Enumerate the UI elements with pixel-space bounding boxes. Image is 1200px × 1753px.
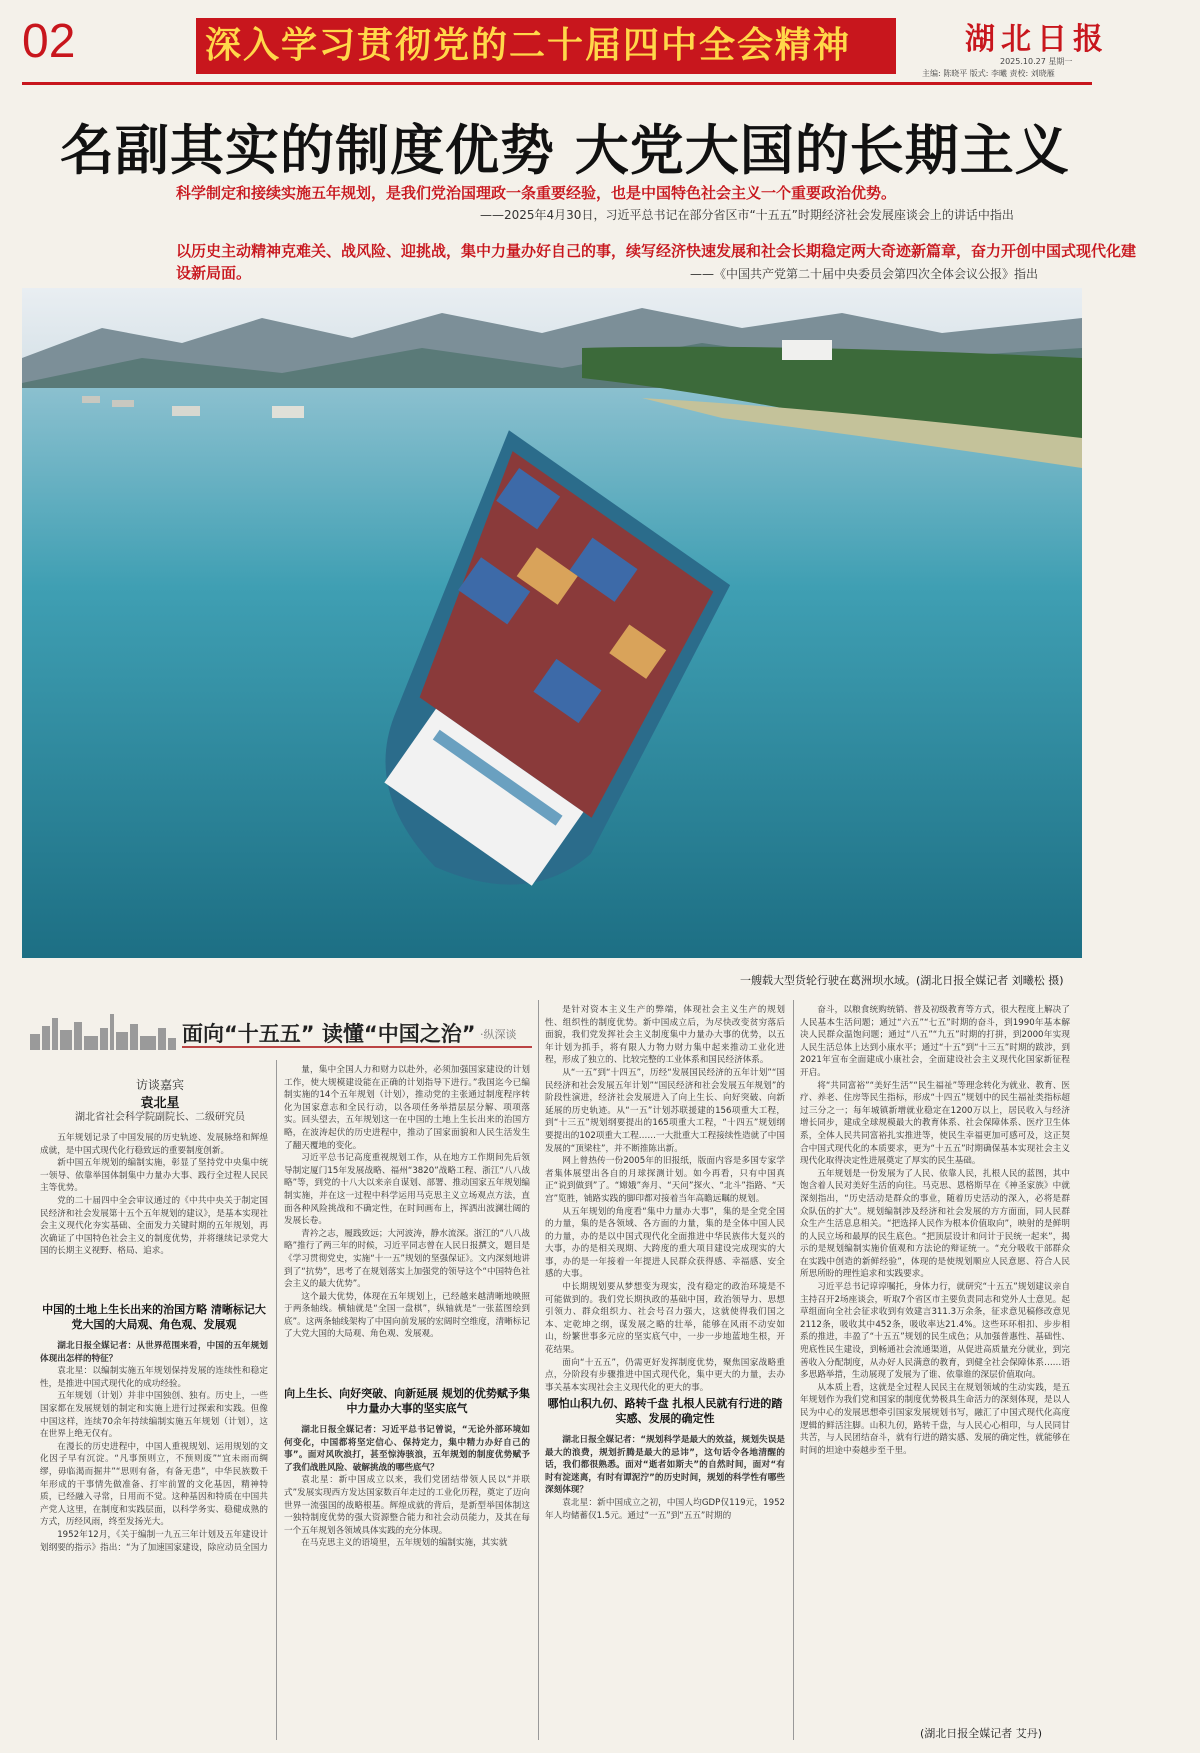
photo-caption: 一艘载大型货轮行驶在葛洲坝水域。(湖北日报全媒记者 刘曦松 摄) [740,974,1064,987]
photo-illustration [22,288,1082,958]
article-column-2 [284,1064,530,1382]
paragraph: 从本质上看，这就是全过程人民民主在规划领域的生动实践，是五年规划作为我们党和国家的制度优势极具生命活力的深刻体现，是以人民为中心的发展思想牵引国家发展规划书写，融汇了中国式现代化高度逻辑的鲜活注脚。山积九仞，路转千盘，与人民心心相印，与人民同甘共苦，与人民团结奋斗，就有行进的踏实感、发展的确定性，就能够在时间的坦途中奏越步至千里。 [800,1382,1070,1456]
paragraph: 从“一五”到“十四五”，历经“发展国民经济的五年计划”“国民经济和社会发展五年计划”“国民经济和社会发展五年规划”的阶段性演进，经济社会发展进入了向上生长、向好突破、向新延展的历史轨迹。从“一五”计划苏联援建的156项重大工程，到“十三五”规划纲要提出的165项重大工程，“十四五”规划纲要提出的102项重大工程……一大批重大工程接续性造就了中国发展的“顶梁柱”，并不断推陈出新。 [545,1067,785,1154]
article-column-3 [545,1004,785,1394]
paragraph: 五年规划记录了中国发展的历史轨迹、发展脉络和辉煌成就，是中国式现代化行稳致远的重要制度创新。 [40,1133,268,1156]
reporter-credit: (湖北日报全媒记者 艾丹) [920,1727,1043,1740]
article-column-4 [800,1004,1070,1720]
quote-1-text: 科学制定和接续实施五年规划，是我们党治国理政一条重要经验，也是中国特色社会主义一个重要政治优势。 [176,184,897,202]
city-skyline-icon [28,1008,178,1050]
paragraph: 在漫长的历史进程中，中国人重视规划、运用规划的文化因子早有沉淀。“凡事预则立，不预则废”“宜未雨而绸缪，毋临渴而掘井”“思则有备，有备无患”，中华民族数千年形成的干事情先做准备、打牢前置的文化基因，精神特质，已经融入寻常，日用而不觉。这种基因和特质在中国共产党人这里，在制度和实践层面，以科学务实、稳健成熟的方式，历经风雨，终至发扬光大。 [40,1441,268,1528]
column-divider [276,1060,277,1740]
cargo-ship-photo [22,288,1082,958]
paragraph: 青衿之志，履践致远；大河波涛，静水流深。浙江的“八八战略”推行了两三年的时候，习近平同志曾在人民日报撰文，题目是《学习贯彻党史，实施“十一五”规划的坚强保证》。文内深刻地讲到了“抗势”，思考了在规划落实上加强党的领导这个“中国特色社会主义的最大优势”。 [284,1228,530,1290]
article-column-3b [545,1434,785,1734]
guest-name: 袁北星 [140,1096,180,1111]
guest-role: 湖北省社会科学院副院长、二级研究员 [75,1112,245,1123]
paragraph: 从五年规划的角度看“集中力量办大事”，集的是全党全国的力量，集的是各领域、各方面的力量，集的是全体中国人民的力量，办的是以中国式现代化全面推进中华民族伟大复兴的大事，办的是相关现期、大跨度的重大项目建设完成现实的大事，办的是一年接着一年提进人民群众获得感、幸福感、安全感的大事。 [545,1206,785,1280]
question: 湖北日报全媒记者：习近平总书记曾说，“无论外部环境如何变化，中国都将坚定信心、保持定力，集中精力办好自己的事”。面对风吹浪打，甚至惊涛骇浪，五年规划的制度优势赋予了我们战胜风险、破解挑战的哪些底气？ [284,1425,530,1473]
paragraph: 这个最大优势，体现在五年规划上，已经越来越清晰地映照于两条轴线。横轴就是“全国一盘棋”，纵轴就是“一张蓝图绘到底”。这两条轴线架构了中国向前发展的宏阔时空维度，清晰标记了大党大国的大局观、角色观、发展观。 [284,1291,530,1340]
newspaper-logo: 湖北日报 [965,22,1109,57]
question: 湖北日报全媒记者：“规划科学是最大的效益，规划失误是最大的浪费，规划折腾是最大的忌讳”，这句话令各地清醒的话，我们都很熟悉。面对“逝者如斯夫”的自然时间，面对“有时有淀迷离，有时有谭泥泞”的历史时间，规划的科学性有哪些深刻体现？ [545,1435,785,1496]
article-column-2b [284,1424,530,1734]
column-divider [793,1000,794,1740]
answer: 袁北星：以编制实施五年规划保持发展的连续性和稳定性，是推进中国式现代化的成功经验。 [40,1366,268,1389]
paragraph: 是针对资本主义生产的弊端，体现社会主义生产的规划性、组织性的制度优势。新中国成立后，为尽快改变贫穷落后面貌，我们党发挥社会主义制度集中力量办大事的优势，以五年计划为抓手，将有限人力物力财力集中起来推动工业化进程，形成了独立的、比较完整的工业体系和国民经济体系。 [545,1005,785,1066]
answer: 袁北星：新中国成立之初，中国人均GDP仅119元，1952年人均储蓄仅1.5元。通过“一五”到“五五”时期的 [545,1497,785,1521]
paragraph: 将“共同富裕”“美好生活”“民生福祉”等理念转化为就业、教育、医疗、养老、住房等民生指标，形成“十四五”规划中的民生福祉类指标超过三分之一；每年城镇新增就业稳定在1200万以上，居民收入与经济增长同步，建成全球规模最大的教育体系、社会保障体系、医疗卫生体系，全体人民共同富裕扎实推进等，使民生幸福更加可感可及，这正契合中国式现代化的本质要求，更为“十五五”时期确保基本实现社会主义现代化取得决定性进展奠定了厚实的民生基础。 [800,1080,1070,1167]
section-rule [182,1046,532,1048]
question: 湖北日报全媒记者：从世界范围来看，中国的五年规划体现出怎样的特征？ [40,1341,268,1364]
subheading-1: 中国的土地上生长出来的治国方略 清晰标记大党大国的大局观、角色观、发展观 [42,1303,266,1331]
subheading-2: 向上生长、向好突破、向新延展 规划的优势赋予集中力量办大事的坚实底气 [284,1387,530,1415]
section-tag: ·纵深谈 [480,1028,517,1041]
paragraph: 党的二十届四中全会审议通过的《中共中央关于制定国民经济和社会发展第十五个五年规划的建议》，是基本实现社会主义现代化夯实基础、全面发力关键时期的五年规划，再次确证了中国特色社会主义的制度优势，并将继续记录党大国的长期主义视野、格局、追求。 [40,1195,268,1257]
quote-2-text: 以历史主动精神克难关、战风险、迎挑战，集中力量办好自己的事，续写经济快速发展和社会长期稳定两大奇迹新篇章，奋力开创中国式现代化建设新局面。 [176,242,1137,282]
paragraph: 量，集中全国人力和财力以赴外，必须加强国家建设的计划工作，使大规模建设能在正确的计划指导下进行。”我国迄今已编制实施的14个五年规划（计划），推动党的主张通过制度程序转化为国家意志和全民行动，以各项任务举措层层分解、项项落实。回头望去，五年规划这一在中国的土地上生长出来的治国方略，在波涛起伏的历史进程中，推动了国家面貌和人民生活发生了翻天覆地的变化。 [284,1065,530,1151]
paragraph: 中长期规划要从梦想变为现实，没有稳定的政治环境是不可能做到的。我们党长期执政的基础中国，政治领导力、思想引领力、群众组织力、社会号召力强大，这就使得我们国之本、定乾坤之纲，谋发展之略的壮举，能够在风雨不动安如山，纷繁世事多元应的坚实底气中，一步一步地蓝地生根，开花结果。 [545,1282,785,1356]
paragraph: 面向“十五五”，仍需更好发挥制度优势，聚焦国家战略重点，分阶段有步骤推进中国式现代化，集中更大的力量，去办事关基本实现社会主义现代化的更大的事。 [545,1357,785,1393]
paragraph: 奋斗，以粮食统购统销、普及初级教育等方式，很大程度上解决了人民基本生活问题；通过“六五”“七五”时期的奋斗，到1990年基本解决人民群众温饱问题；通过“八五”“九五”时期的打拼，到2000年实现人民生活总体上达到小康水平；通过“十五”到“十三五”时期的跋涉，到2021年宣布全面建成小康社会，全面建设社会主义现代化国家新征程开启。 [800,1005,1070,1078]
column-divider [538,1000,539,1740]
answer: 袁北星：新中国成立以来，我们党团结带领人民以“并联式”发展实现西方发达国家数百年走过的工业化历程，奠定了迈向世界一流强国的战略根基。辉煌成就的背后，是新型举国体制这一独特制度优势的强大资源整合能力和社会动员能力，及其在每一个五年规划各领域具体实践的充分体现。 [284,1475,530,1536]
subheading-3: 哪怕山积九仞、路转千盘 扎根人民就有行进的踏实感、发展的确定性 [547,1397,783,1425]
paragraph: 1952年12月，《关于编制一九五三年计划及五年建设计划纲要的指示》指出：“为了加速国家建设，除应动员全国力 [40,1529,268,1553]
editor-credits: 主编: 陈晓平 版式: 李曦 责校: 刘晓雁 [922,69,1055,78]
paragraph: 五年规划是一份发展为了人民、依靠人民，扎根人民的蓝图，其中饱含着人民对美好生活的向往。马克思、恩格斯早在《神圣家族》中就深刻指出，“历史活动是群众的事业，随着历史活动的深入，必将是群众队伍的扩大”。规划编制涉及经济和社会发展的方方面面，同人民群众生产生活息息相关。“把选择人民作为根本价值取向”，映射的是鲜明的人民立场和最厚的民生底色。“把顶层设计和问计于民统一起来”，揭示的是规划编制实施价值观和方法论的辩证统一。“充分吸收干部群众在实践中创造的新鲜经验”，体现的是使规划顺应人民意愿、符合人民所思所盼的理性追求和实践要求。 [800,1168,1070,1280]
paragraph: 网上曾热传一份2005年的旧报纸，版面内容是多国专家学者集体展望出各自的月球探测计划。如今再看，只有中国真正“说到做到”了。“嫦娥”奔月、“天问”探火、“北斗”指路、“天宫”览胜，铺路实践的脚印都对接着当年高瞻远瞩的规划。 [545,1156,785,1204]
issue-date: 2025.10.27 星期一 [1000,57,1073,66]
article-column-1b [40,1340,268,1735]
paragraph: 习近平总书记谆谆嘱托，身体力行，就研究“十五五”规划建议亲自主持召开2场座谈会，听取7个省区市主要负责同志和党外人士意见。起草组面向全社会征求收到有效建言311.3万余条，征求意见稿修改意见2112条，吸收其中452条，吸收率达21.4%。这些环环相扣、步步相系的推进，丰盈了“十五五”规划的民生成色；从加强普惠性、基础性、兜底性民生建设，到畅通社会流通渠道，从促进高质量充分就业，到完善收入分配制度，从办好人民满意的教育，到健全社会保障体系……语多思路举措，生动展现了发展为了谁、依靠谁的深层价值取向。 [800,1282,1070,1381]
page-number: 02 [22,15,76,68]
paragraph: 新中国五年规划的编制实施，彰显了坚持党中央集中统一领导、依靠举国体制集中力量办大事、践行全过程人民民主等优势。 [40,1158,268,1194]
page-headline: 名副其实的制度优势 大党大国的长期主义 [60,119,1070,182]
paragraph: 五年规划（计划）并非中国独创、独有。历史上，一些国家都在发展规划的制定和实施上进行过探索和实践。但像中国这样，连续70余年持续编制实施五年规划（计划），这在世界上绝无仅有。 [40,1391,268,1440]
banner-title: 深入学习贯彻党的二十届四中全会精神 [205,25,852,66]
quote-1-source: ——2025年4月30日，习近平总书记在部分省区市“十五五”时期经济社会发展座谈会上的讲话中指出 [480,208,1014,222]
paragraph: 习近平总书记高度重视规划工作，从在地方工作期间先后领导制定厦门15年发展战略、福州“3820”战略工程、浙江“八八战略”等，到党的十八大以来亲自谋划、部署、推动国家五年规划编制实施，并在这一过程中科学运用马克思主义立场观点方法，直面各种风险挑战和不确定性，在时间画布上，挥洒出波澜壮阔的发展长卷。 [284,1153,530,1227]
quote-2-source: ——《中国共产党第二十届中央委员会第四次全体会议公报》指出 [690,267,1039,281]
section-title: 面向“十五五” 读懂“中国之治” [182,1022,476,1046]
paragraph: 在马克思主义的语境里，五年规划的编制实施，其实就 [301,1538,508,1549]
guest-label: 访谈嘉宾 [135,1078,184,1092]
